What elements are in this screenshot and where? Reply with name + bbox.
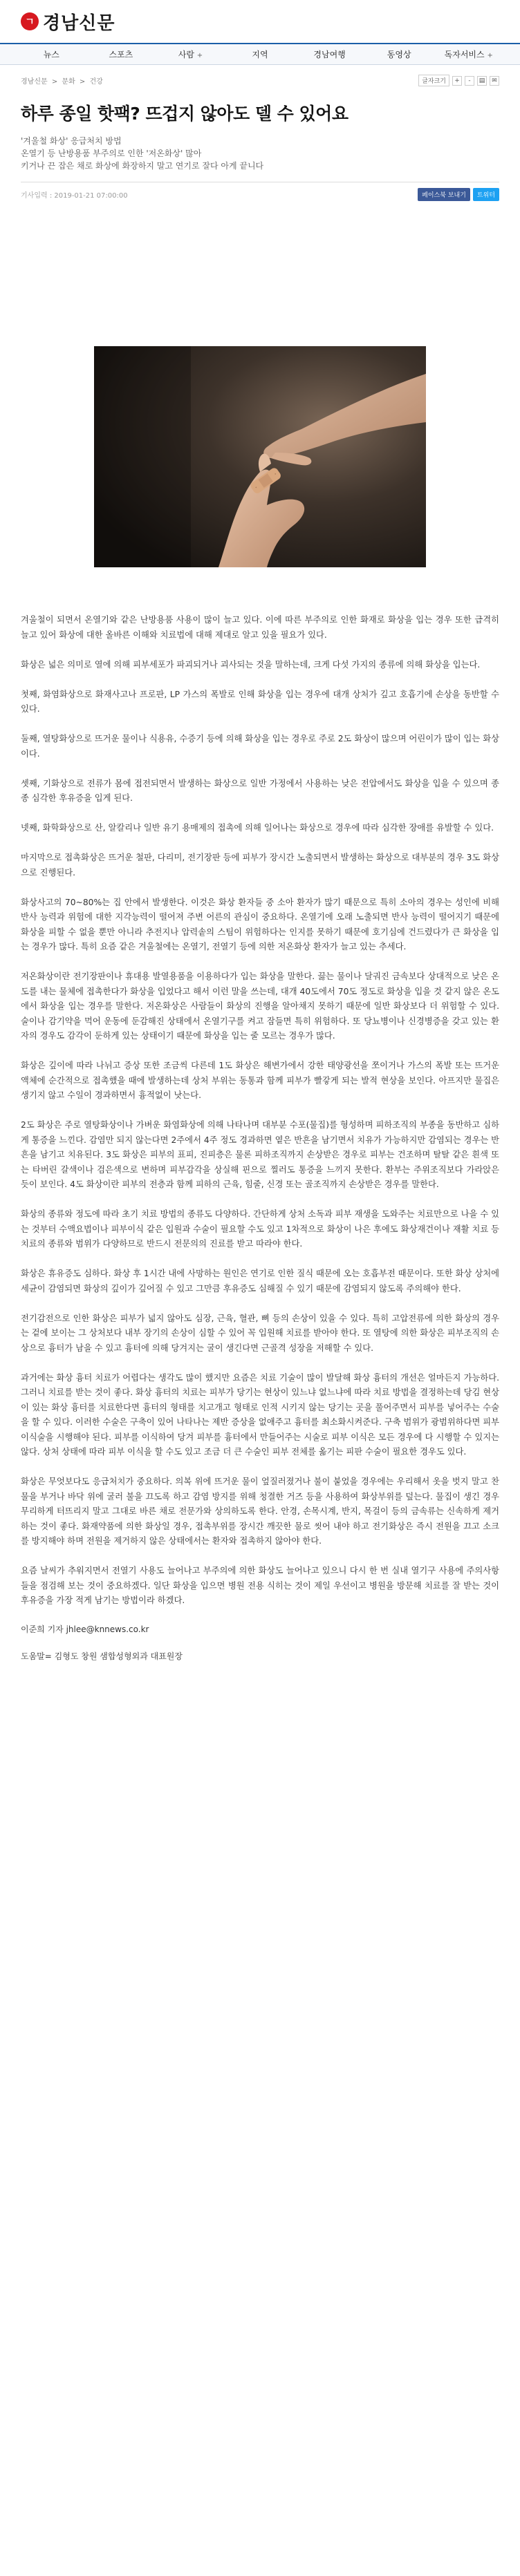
article-title: 하루 종일 핫팩? 뜨겁지 않아도 델 수 있어요 bbox=[21, 104, 349, 124]
breadcrumb-sep: > bbox=[79, 78, 86, 86]
article-paragraph: 화상은 무엇보다도 응급처치가 중요하다. 의복 위에 뜨거운 물이 엎질러졌거나 불이 붙었을 경우에는 우리해서 옷을 벗지 말고 찬물을 부거나 바닥 위에 굴러 불을 끄도록 하고 감염 방지를 위해 청결한 거즈 등을 사용하여 화상부위를 덮는다. 물집이 생긴 경우 무리하게 터뜨리지 말고 그대로 바른 채로 전문가와 상의하도록 한다. 안경, 손목시계, 반지, 목걸이 등의 금속류는 신속하게 제거하는 것이 좋다. 화재약품에 의한 화상일 경우, 접촉부위를 장시간 깨끗한 물로 씻어 내야 하고 전기화상은 즉시 전원을 끄고 소크를 방지해야 하며 전원을 제거하지 않은 상태에서는 환자와 접촉하지 않아야 한다. bbox=[21, 1477, 499, 1546]
breadcrumb-health[interactable]: 건강 bbox=[89, 78, 103, 86]
nav-item-people[interactable]: 사람 + bbox=[178, 50, 203, 59]
logo-mark-icon: ㄱ bbox=[21, 12, 39, 30]
article-photo bbox=[94, 346, 426, 567]
font-decrease-button[interactable]: - bbox=[465, 76, 474, 86]
breadcrumb-home[interactable]: 경남신문 bbox=[21, 78, 48, 86]
article-paragraph: 첫째, 화염화상으로 화재사고나 프로판, LP 가스의 폭발로 인해 화상을 입는 경우에 대개 상처가 깊고 호흡기에 손상을 동반할 수 있다. bbox=[21, 689, 499, 714]
article-paragraph: 전기감전으로 인한 화상은 피부가 넓지 않아도 심장, 근육, 혈관, 뼈 등의 손상이 있을 수 있다. 특히 고압전류에 의한 화상의 경우는 겉에 보이는 그 상처보다 내부 장기의 손상이 심할 수 있어 꼭 입원해 치료를 받아야 한다. 또 열탕에 의한 화상은 피부조직의 손상으로 흉터가 남을 수 있고 흉터에 의해 당겨지는 굴이 생긴다면 근골격 성장을 저해할 수 있다. bbox=[21, 1313, 500, 1353]
article-date: 기사입력 : 2019-01-21 07:00:00 bbox=[21, 192, 128, 200]
nav-item-sports[interactable]: 스포츠 bbox=[109, 50, 133, 59]
article-advisor: 도움말= 김형도 창원 샘합성형외과 대표원장 bbox=[21, 1651, 183, 1661]
article-paragraph: 화상의 종류와 정도에 따라 초기 치료 방법의 종류도 다양하다. 간단하게 상처 소독과 피부 재생을 도와주는 치료만으로 나을 수 있는 것부터 수액요법이나 피부이식 같은 입원과 수술이 필요할 수도 있고 1차적으로 화상이 나은 후에도 화상재건이나 재활 치료 등 치료의 종류와 범위가 다양하므로 반드시 전문의의 진료를 받고 따라야 한다. bbox=[21, 1209, 499, 1249]
article-paragraph: 셋째, 기화상으로 전류가 몸에 접전되면서 발생하는 화상으로 일반 가정에서 사용하는 낮은 전압에서도 화상을 입을 수 있으며 종종 심각한 후유증을 입게 된다. bbox=[21, 778, 499, 803]
article-paragraph: 겨울철이 되면서 온열기와 같은 난방용품 사용이 많이 늘고 있다. 이에 따른 부주의로 인한 화재로 화상을 입는 경우 또한 급격히 늘고 있어 화상에 대한 올바른 이해와 치료법에 대해 제대로 알고 있을 필요가 있다. bbox=[21, 615, 499, 640]
nav-item-news[interactable]: 뉴스 bbox=[43, 50, 59, 59]
article-paragraph: 요즘 날씨가 추워지면서 전열기 사용도 늘어나고 부주의에 의한 화상도 늘어나고 있으니 다시 한 번 실내 열기구 사용에 주의사항들을 점검해 보는 것이 중요하겠다. 일단 화상을 입으면 병원 전용 식히는 것이 제일 우선이고 병원을 방문해 치료를 잘 받는 것이 후유증을 가장 적게 남기는 방법이라 하겠다. bbox=[21, 1566, 499, 1605]
site-logo[interactable] bbox=[21, 9, 115, 35]
logo-text: 경남신문 bbox=[43, 12, 115, 34]
font-increase-button[interactable]: + bbox=[452, 76, 462, 86]
logo-bar bbox=[0, 0, 520, 43]
breadcrumb-culture[interactable]: 문화 bbox=[62, 78, 75, 86]
hands-bandage-image bbox=[94, 346, 426, 567]
nav-item-video[interactable]: 동영상 bbox=[387, 50, 411, 59]
article-paragraph: 화상은 깊이에 따라 나뉘고 증상 또한 조금씩 다른데 1도 화상은 해변가에서 강한 태양광선을 쪼이거나 가스의 폭발 또는 뜨거운 액체에 순간적으로 접촉했을 때에 발생하는데 상처 부위는 동통과 함께 피부가 빨갛게 되는 발적 현상을 보인다. 아프지만 물집은 생기지 않고 수일이 경과하면서 흉적없이 낫는다. bbox=[21, 1061, 499, 1100]
nav-item-region[interactable]: 지역 bbox=[252, 50, 268, 59]
facebook-share-button[interactable]: 페이스북 보내기 bbox=[418, 188, 470, 201]
article-byline: 이준희 기자 jhlee@knnews.co.kr bbox=[21, 1625, 149, 1634]
main-nav bbox=[0, 43, 520, 65]
twitter-share-button[interactable]: 트위터 bbox=[473, 188, 499, 201]
article-header bbox=[0, 92, 520, 201]
article-paragraph: 2도 화상은 주로 열탕화상이나 가벼운 화염화상에 의해 나타나며 대부분 수포(물집)를 형성하며 피하조직의 부종을 동반하고 심하게 통증을 느낀다. 감염만 되지 않는다면 2주에서 4주 정도 경과하면 옅은 반흔을 남기면서 치유가 가능하지만 감염되는 경우는 반흔을 남기고 치유된다. 3도 화상은 피부의 표피, 진피층은 물론 피하조직까지 손상받은 경우로 피부는 건조하며 탈탈 같은 흰색 또는 타버린 갈색이나 검은색으로 변하며 피부감각을 상실해 핀으로 찔러도 통증을 느끼지 못한다. 환부는 주위조직보다 가라앉은 듯이 보인다. 4도 화상이란 피부의 전층과 함께 피하의 근육, 힘줄, 신경 또는 골조직까지 손상받은 경우를 말한다. bbox=[21, 1120, 499, 1189]
article-paragraph: 넷째, 화학화상으로 산, 알칼리나 일반 유기 용매제의 접촉에 의해 일어나는 화상으로 경우에 따라 심각한 장애를 유발할 수 있다. bbox=[21, 823, 494, 833]
summary-line: '겨울철 화상' 응급처치 방법 bbox=[21, 136, 122, 146]
article-paragraph: 저온화상이란 전기장판이나 휴대용 발열용품을 이용하다가 입는 화상을 말한다. 끓는 물이나 달궈진 금속보다 상대적으로 낮은 온도를 내는 물체에 접촉한다가 화상을 입었다고 해서 이런 말을 쓰는데, 대개 40도에서 70도 정도로 화상을 입을 것 같지 않은 온도에서 화상을 입는 경우를 말한다. 저온화상은 사람들이 화상의 진행을 알아채지 못하기 때문에 일반 화상보다 더 위험할 수 있다. 술이나 감기약을 먹어 운동에 둔감해진 상태에서 온열기구를 켜고 잠들면 특히 위험하다. 또 당뇨병이나 신경병증을 갖고 있는 환자의 경우도 감각이 둔하게 있는 상태이기 때문에 화상을 입는 줄 모르는 경우가 많다. bbox=[21, 972, 499, 1041]
article-paragraph: 마지막으로 접촉화상은 뜨거운 철판, 다리미, 전기장판 등에 피부가 장시간 노출되면서 발생하는 화상으로 대부분의 경우 3도 화상으로 진행된다. bbox=[21, 853, 499, 878]
mail-icon[interactable]: ✉ bbox=[490, 76, 499, 86]
breadcrumb-sep: > bbox=[51, 78, 58, 86]
article-meta bbox=[21, 182, 499, 201]
breadcrumb bbox=[0, 65, 520, 92]
article-paragraph: 과거에는 화상 흉터 치료가 어렵다는 생각도 많이 했지만 요즘은 치료 기술이 많이 발달해 화상 흉터의 개선은 얼마든지 가능하다. 그러니 치료를 받는 것이 좋다. 화상 흉터의 치료는 피부가 당기는 현상이 있느냐 없느냐에 따라 치료 방법을 결정하는데 당김 현상이 있는 화상 흉터를 치료한다면 흉터의 형태를 치고개고 형태로 인적 시키지 않는 당기는 곳을 풀어주면서 피부를 넣어주는 수술을 할 수 있다. 이러한 수술은 구축이 있어 나타나는 제반 증상을 없애주고 흉터를 최소화시켜준다. 구축 범위가 광범위하다면 피부이식술을 시행해야 된다. 피부를 이식하여 당겨 피부를 흉터에서 만들어주는 시술로 피부 이식은 모든 경우에 다 시행할 수 있지는 않다. 상처 상태에 따라 피부 이식을 할 수도 있고 조금 더 큰 수술인 피부 전체를 옮기는 피판 수술이 필요한 경우도 있다. bbox=[21, 1372, 499, 1457]
summary-line: 온열기 등 난방용품 부주의로 인한 '저온화상' 많아 bbox=[21, 149, 202, 158]
article-paragraph: 화상사고의 70~80%는 집 안에서 발생한다. 이것은 화상 환자들 중 소아 환자가 많기 때문으로 특히 소아의 경우는 성인에 비해 반사 능력과 위험에 대한 지각능력이 떨어져 주변 어른의 관심이 중요하다. 온열기에 오래 노출되면 반사 능력이 떨어지기 때문에 화상을 피할 수 없을 뿐만 아니라 추전지나 압력솥의 스팀이 위험하다는 인지를 못하기 때문에 호기심에 건드렸다가 큰 화상을 입는 경우가 많다. 특히 요즘 같은 겨울철에는 온열기, 전열기 등에 의한 저온화상 환자가 늘고 있는 추세다. bbox=[21, 897, 499, 951]
article-paragraph: 화상은 넓은 의미로 열에 의해 피부세포가 파괴되거나 괴사되는 것을 말하는데, 크게 다섯 가지의 종류에 의해 화상을 입는다. bbox=[21, 659, 481, 670]
article-paragraph: 둘째, 열탕화상으로 뜨거운 물이나 식용유, 수증기 등에 의해 화상을 입는 경우로 주로 2도 화상이 많으며 어린이가 많이 입는 화상이다. bbox=[21, 734, 499, 759]
font-size-label: 글자크기 bbox=[418, 75, 449, 86]
print-icon[interactable]: ▤ bbox=[477, 76, 487, 86]
summary-line: 키거나 끈 잡은 채로 화상에 화장하지 말고 연기로 잘다 아게 끝니다 bbox=[21, 161, 264, 171]
article-summary bbox=[21, 135, 499, 172]
article-body bbox=[0, 567, 520, 1662]
nav-item-reader-service[interactable]: 독자서비스 + bbox=[444, 50, 493, 59]
article-paragraph: 화상은 휴유증도 심하다. 화상 후 1시간 내에 사망하는 원인은 연기로 인한 질식 때문에 오는 호흡부전 때문이다. 또한 화상 상처에 세균이 감염되면 화상의 깊이가 깊어질 수 있고 그만큼 후유증도 심해질 수 있기 때문에 감염되지 않도록 주의해야 한다. bbox=[21, 1269, 499, 1294]
share-buttons bbox=[418, 188, 499, 201]
nav-item-travel[interactable]: 경남여행 bbox=[313, 50, 346, 59]
